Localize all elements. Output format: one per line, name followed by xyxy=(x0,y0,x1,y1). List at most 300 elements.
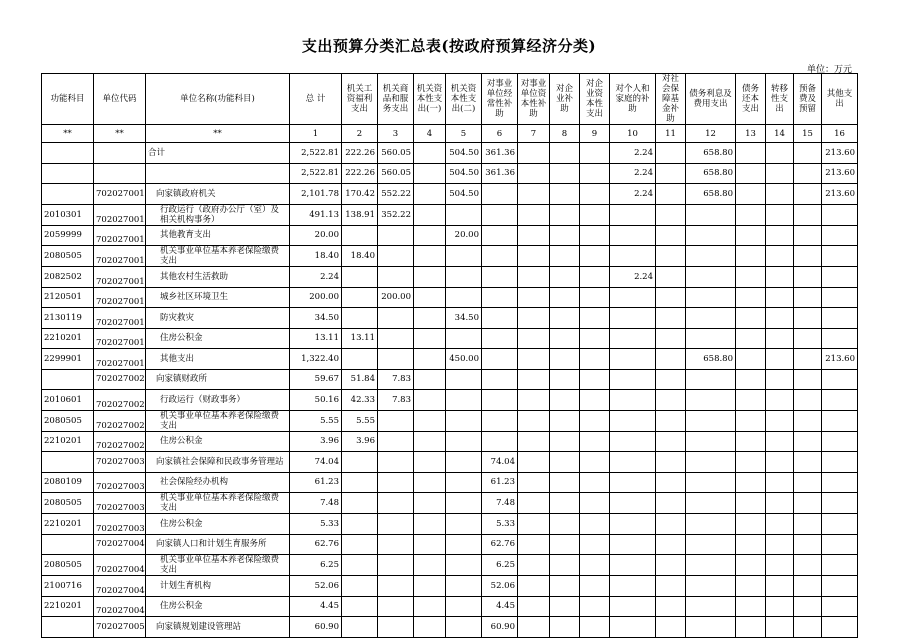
amount-cell xyxy=(822,493,858,514)
amount-cell xyxy=(482,328,518,349)
amount-cell: 658.80 xyxy=(686,349,736,370)
table-row xyxy=(42,493,858,514)
unit-name-cell: 防灾救灾 xyxy=(146,308,290,329)
amount-cell xyxy=(414,410,446,431)
amount-cell xyxy=(766,349,794,370)
amount-cell xyxy=(656,472,686,493)
amount-cell xyxy=(414,204,446,225)
amount-cell: 60.90 xyxy=(290,617,342,638)
index-cell: 15 xyxy=(794,125,822,143)
unit-code-cell: 702027001 xyxy=(94,225,146,246)
amount-cell xyxy=(610,555,656,576)
unit-code-cell: 702027001 xyxy=(94,184,146,205)
amount-cell xyxy=(518,410,550,431)
amount-cell xyxy=(794,452,822,473)
unit-name-cell: 住房公积金 xyxy=(146,431,290,452)
unit-name-cell: 其他支出 xyxy=(146,349,290,370)
amount-cell xyxy=(550,390,580,411)
amount-cell xyxy=(446,472,482,493)
amount-cell xyxy=(610,617,656,638)
amount-cell: 5.55 xyxy=(342,410,378,431)
unit-code-cell: 702027002 xyxy=(94,390,146,411)
unit-code-cell: 702027003 xyxy=(94,514,146,535)
amount-cell xyxy=(822,267,858,288)
amount-cell: 138.91 xyxy=(342,204,378,225)
amount-cell xyxy=(378,308,414,329)
amount-cell xyxy=(446,390,482,411)
amount-cell xyxy=(766,472,794,493)
amount-cell: 222.26 xyxy=(342,163,378,184)
amount-cell xyxy=(342,493,378,514)
function-code-cell: 2080505 xyxy=(42,493,94,514)
amount-cell xyxy=(580,472,610,493)
amount-cell xyxy=(766,534,794,555)
function-code-cell xyxy=(42,184,94,205)
amount-cell xyxy=(518,143,550,164)
amount-cell xyxy=(446,204,482,225)
amount-cell xyxy=(822,308,858,329)
amount-cell xyxy=(518,308,550,329)
amount-cell xyxy=(482,390,518,411)
function-code-cell: 2059999 xyxy=(42,225,94,246)
table-row xyxy=(42,143,858,164)
amount-cell xyxy=(580,555,610,576)
amount-cell xyxy=(580,267,610,288)
amount-cell xyxy=(822,472,858,493)
amount-cell xyxy=(656,369,686,390)
amount-cell xyxy=(580,184,610,205)
amount-cell xyxy=(686,410,736,431)
amount-cell: 213.60 xyxy=(822,143,858,164)
amount-cell xyxy=(610,431,656,452)
function-code-cell: 2210201 xyxy=(42,431,94,452)
amount-cell xyxy=(414,349,446,370)
amount-cell: 2,522.81 xyxy=(290,143,342,164)
amount-cell xyxy=(822,204,858,225)
amount-cell: 7.48 xyxy=(290,493,342,514)
index-cell: 7 xyxy=(518,125,550,143)
amount-cell xyxy=(656,576,686,597)
header-cell: 对个人和家庭的补助 xyxy=(610,74,656,125)
amount-cell xyxy=(550,617,580,638)
amount-cell xyxy=(378,349,414,370)
amount-cell: 13.11 xyxy=(290,328,342,349)
amount-cell: 7.83 xyxy=(378,369,414,390)
amount-cell xyxy=(550,267,580,288)
header-cell: 机关资本性支出(二) xyxy=(446,74,482,125)
amount-cell: 2,101.78 xyxy=(290,184,342,205)
amount-cell xyxy=(414,555,446,576)
amount-cell: 18.40 xyxy=(290,246,342,267)
amount-cell xyxy=(822,390,858,411)
amount-cell xyxy=(482,349,518,370)
amount-cell: 658.80 xyxy=(686,184,736,205)
amount-cell xyxy=(580,576,610,597)
amount-cell xyxy=(446,493,482,514)
amount-cell: 213.60 xyxy=(822,349,858,370)
amount-cell xyxy=(580,349,610,370)
unit-code-cell: 702027002 xyxy=(94,431,146,452)
index-cell: 6 xyxy=(482,125,518,143)
amount-cell xyxy=(482,410,518,431)
amount-cell xyxy=(686,493,736,514)
amount-cell xyxy=(736,225,766,246)
unit-name-cell: 行政运行（财政事务） xyxy=(146,390,290,411)
amount-cell: 361.36 xyxy=(482,143,518,164)
unit-code-cell: 702027001 xyxy=(94,204,146,225)
amount-cell xyxy=(580,596,610,617)
amount-cell xyxy=(794,493,822,514)
amount-cell xyxy=(794,555,822,576)
amount-cell xyxy=(414,576,446,597)
amount-cell xyxy=(414,493,446,514)
amount-cell xyxy=(656,225,686,246)
amount-cell xyxy=(482,369,518,390)
amount-cell: 213.60 xyxy=(822,184,858,205)
amount-cell: 504.50 xyxy=(446,184,482,205)
table-row xyxy=(42,617,858,638)
amount-cell xyxy=(518,555,550,576)
amount-cell xyxy=(736,308,766,329)
unit-code-cell: 702027002 xyxy=(94,369,146,390)
amount-cell xyxy=(482,246,518,267)
amount-cell xyxy=(736,328,766,349)
amount-cell: 5.55 xyxy=(290,410,342,431)
amount-cell xyxy=(656,410,686,431)
unit-code-cell: 702027003 xyxy=(94,472,146,493)
amount-cell xyxy=(580,514,610,535)
amount-cell: 213.60 xyxy=(822,163,858,184)
amount-cell xyxy=(766,308,794,329)
amount-cell xyxy=(794,472,822,493)
amount-cell xyxy=(446,596,482,617)
amount-cell xyxy=(580,390,610,411)
amount-cell xyxy=(736,452,766,473)
amount-cell xyxy=(518,514,550,535)
amount-cell xyxy=(656,308,686,329)
amount-cell xyxy=(446,267,482,288)
amount-cell: 74.04 xyxy=(482,452,518,473)
amount-cell: 34.50 xyxy=(446,308,482,329)
amount-cell xyxy=(794,163,822,184)
unit-name-cell: 住房公积金 xyxy=(146,514,290,535)
amount-cell xyxy=(378,225,414,246)
amount-cell xyxy=(550,287,580,308)
amount-cell: 5.33 xyxy=(290,514,342,535)
unit-name-cell: 机关事业单位基本养老保险缴费支出 xyxy=(146,410,290,431)
amount-cell xyxy=(794,267,822,288)
header-cell: 机关商品和服务支出 xyxy=(378,74,414,125)
amount-cell: 200.00 xyxy=(378,287,414,308)
amount-cell xyxy=(822,514,858,535)
amount-cell: 170.42 xyxy=(342,184,378,205)
amount-cell xyxy=(378,596,414,617)
amount-cell xyxy=(794,308,822,329)
amount-cell xyxy=(482,267,518,288)
amount-cell xyxy=(446,452,482,473)
function-code-cell: 2080505 xyxy=(42,555,94,576)
amount-cell xyxy=(656,596,686,617)
amount-cell xyxy=(342,514,378,535)
function-code-cell: 2010301 xyxy=(42,204,94,225)
amount-cell xyxy=(822,369,858,390)
amount-cell xyxy=(414,390,446,411)
amount-cell xyxy=(550,514,580,535)
unit-code-cell: 702027004 xyxy=(94,596,146,617)
amount-cell: 60.90 xyxy=(482,617,518,638)
amount-cell xyxy=(736,390,766,411)
index-cell: 8 xyxy=(550,125,580,143)
amount-cell xyxy=(580,410,610,431)
amount-cell xyxy=(766,493,794,514)
amount-cell xyxy=(610,452,656,473)
amount-cell: 4.45 xyxy=(482,596,518,617)
amount-cell xyxy=(736,184,766,205)
amount-cell xyxy=(766,555,794,576)
amount-cell: 222.26 xyxy=(342,143,378,164)
amount-cell xyxy=(580,204,610,225)
function-code-cell xyxy=(42,534,94,555)
amount-cell xyxy=(794,369,822,390)
amount-cell xyxy=(378,472,414,493)
unit-name-cell: 计划生育机构 xyxy=(146,576,290,597)
unit-code-cell: 702027004 xyxy=(94,555,146,576)
table-row xyxy=(42,452,858,473)
header-cell: 预备费及预留 xyxy=(794,74,822,125)
unit-code-cell: 702027001 xyxy=(94,267,146,288)
amount-cell xyxy=(610,369,656,390)
amount-cell xyxy=(580,452,610,473)
amount-cell xyxy=(794,576,822,597)
amount-cell xyxy=(736,596,766,617)
amount-cell xyxy=(550,349,580,370)
index-cell: 3 xyxy=(378,125,414,143)
amount-cell xyxy=(518,617,550,638)
table-row xyxy=(42,555,858,576)
amount-cell xyxy=(686,617,736,638)
amount-cell xyxy=(794,390,822,411)
amount-cell xyxy=(736,204,766,225)
amount-cell xyxy=(446,431,482,452)
amount-cell xyxy=(378,431,414,452)
amount-cell xyxy=(550,576,580,597)
amount-cell: 5.33 xyxy=(482,514,518,535)
amount-cell: 2.24 xyxy=(290,267,342,288)
unit-code-cell: 702027001 xyxy=(94,308,146,329)
table-row xyxy=(42,225,858,246)
amount-cell xyxy=(736,143,766,164)
amount-cell xyxy=(610,596,656,617)
function-code-cell: 2100716 xyxy=(42,576,94,597)
amount-cell xyxy=(580,308,610,329)
amount-cell xyxy=(518,472,550,493)
function-code-cell: 2120501 xyxy=(42,287,94,308)
amount-cell xyxy=(550,472,580,493)
amount-cell xyxy=(518,328,550,349)
amount-cell xyxy=(766,225,794,246)
amount-cell xyxy=(686,431,736,452)
index-cell: 2 xyxy=(342,125,378,143)
header-cell: 对社会保障基金补助 xyxy=(656,74,686,125)
index-cell: 16 xyxy=(822,125,858,143)
function-code-cell: 2010601 xyxy=(42,390,94,411)
index-cell: 13 xyxy=(736,125,766,143)
amount-cell xyxy=(656,514,686,535)
unit-name-cell: 机关事业单位基本养老保险缴费支出 xyxy=(146,555,290,576)
amount-cell xyxy=(414,431,446,452)
amount-cell: 34.50 xyxy=(290,308,342,329)
amount-cell xyxy=(736,576,766,597)
amount-cell xyxy=(686,596,736,617)
amount-cell xyxy=(766,369,794,390)
table-body xyxy=(42,143,858,638)
amount-cell xyxy=(414,514,446,535)
amount-cell xyxy=(518,184,550,205)
amount-cell xyxy=(414,308,446,329)
amount-cell xyxy=(414,287,446,308)
function-code-cell: 2080109 xyxy=(42,472,94,493)
amount-cell xyxy=(822,555,858,576)
amount-cell xyxy=(736,555,766,576)
amount-cell xyxy=(414,225,446,246)
amount-cell xyxy=(342,452,378,473)
amount-cell xyxy=(656,452,686,473)
amount-cell: 4.45 xyxy=(290,596,342,617)
amount-cell xyxy=(794,225,822,246)
header-cell: 对事业单位经常性补助 xyxy=(482,74,518,125)
amount-cell xyxy=(580,328,610,349)
function-code-cell xyxy=(42,369,94,390)
amount-cell xyxy=(342,267,378,288)
amount-cell xyxy=(794,287,822,308)
amount-cell xyxy=(378,410,414,431)
amount-cell xyxy=(550,369,580,390)
amount-cell xyxy=(686,369,736,390)
index-cell: 5 xyxy=(446,125,482,143)
amount-cell: 62.76 xyxy=(482,534,518,555)
amount-cell xyxy=(794,534,822,555)
amount-cell xyxy=(550,493,580,514)
amount-cell xyxy=(656,328,686,349)
amount-cell xyxy=(656,267,686,288)
table-row xyxy=(42,204,858,225)
amount-cell xyxy=(794,246,822,267)
amount-cell xyxy=(446,617,482,638)
amount-cell: 560.05 xyxy=(378,163,414,184)
amount-cell xyxy=(610,410,656,431)
amount-cell: 59.67 xyxy=(290,369,342,390)
unit-code-cell: 702027004 xyxy=(94,576,146,597)
amount-cell xyxy=(342,472,378,493)
amount-cell xyxy=(822,452,858,473)
unit-code-cell: 702027001 xyxy=(94,328,146,349)
amount-cell xyxy=(518,225,550,246)
amount-cell xyxy=(766,390,794,411)
amount-cell xyxy=(686,204,736,225)
amount-cell xyxy=(736,246,766,267)
amount-cell: 42.33 xyxy=(342,390,378,411)
table-row xyxy=(42,514,858,535)
amount-cell: 491.13 xyxy=(290,204,342,225)
amount-cell xyxy=(656,184,686,205)
table-row xyxy=(42,390,858,411)
unit-code-cell: 702027003 xyxy=(94,493,146,514)
amount-cell xyxy=(656,431,686,452)
header-cell: 其他支出 xyxy=(822,74,858,125)
function-code-cell: 2082502 xyxy=(42,267,94,288)
amount-cell xyxy=(656,287,686,308)
function-code-cell xyxy=(42,452,94,473)
amount-cell: 504.50 xyxy=(446,163,482,184)
amount-cell xyxy=(656,493,686,514)
amount-cell: 20.00 xyxy=(446,225,482,246)
amount-cell xyxy=(822,576,858,597)
amount-cell: 658.80 xyxy=(686,143,736,164)
amount-cell xyxy=(518,431,550,452)
function-code-cell: 2130119 xyxy=(42,308,94,329)
amount-cell xyxy=(550,308,580,329)
unit-name-cell: 住房公积金 xyxy=(146,328,290,349)
unit-name-cell: 行政运行（政府办公厅（室）及相关机构事务） xyxy=(146,204,290,225)
amount-cell xyxy=(378,328,414,349)
index-cell: ** xyxy=(146,125,290,143)
unit-name-cell: 社会保险经办机构 xyxy=(146,472,290,493)
function-code-cell xyxy=(42,143,94,164)
amount-cell xyxy=(518,493,550,514)
amount-cell xyxy=(794,184,822,205)
amount-cell xyxy=(686,328,736,349)
amount-cell xyxy=(378,452,414,473)
amount-cell xyxy=(656,246,686,267)
table-row xyxy=(42,308,858,329)
amount-cell xyxy=(822,534,858,555)
amount-cell xyxy=(686,225,736,246)
table-row xyxy=(42,410,858,431)
amount-cell xyxy=(736,431,766,452)
amount-cell xyxy=(610,308,656,329)
amount-cell xyxy=(550,431,580,452)
amount-cell: 20.00 xyxy=(290,225,342,246)
amount-cell xyxy=(686,514,736,535)
amount-cell xyxy=(342,534,378,555)
table-row xyxy=(42,267,858,288)
amount-cell xyxy=(550,225,580,246)
amount-cell xyxy=(518,267,550,288)
unit-name-cell: 住房公积金 xyxy=(146,596,290,617)
table-row xyxy=(42,246,858,267)
amount-cell xyxy=(414,534,446,555)
amount-cell xyxy=(794,204,822,225)
amount-cell xyxy=(656,617,686,638)
amount-cell xyxy=(482,184,518,205)
amount-cell xyxy=(610,514,656,535)
function-code-cell xyxy=(42,617,94,638)
amount-cell: 1,322.40 xyxy=(290,349,342,370)
amount-cell xyxy=(482,225,518,246)
header-row xyxy=(42,74,858,125)
header-cell: 总 计 xyxy=(290,74,342,125)
amount-cell xyxy=(378,617,414,638)
amount-cell xyxy=(610,225,656,246)
amount-cell xyxy=(580,534,610,555)
amount-cell xyxy=(822,410,858,431)
amount-cell: 658.80 xyxy=(686,163,736,184)
amount-cell xyxy=(656,555,686,576)
amount-cell: 552.22 xyxy=(378,184,414,205)
table-row xyxy=(42,472,858,493)
amount-cell: 200.00 xyxy=(290,287,342,308)
amount-cell: 50.16 xyxy=(290,390,342,411)
